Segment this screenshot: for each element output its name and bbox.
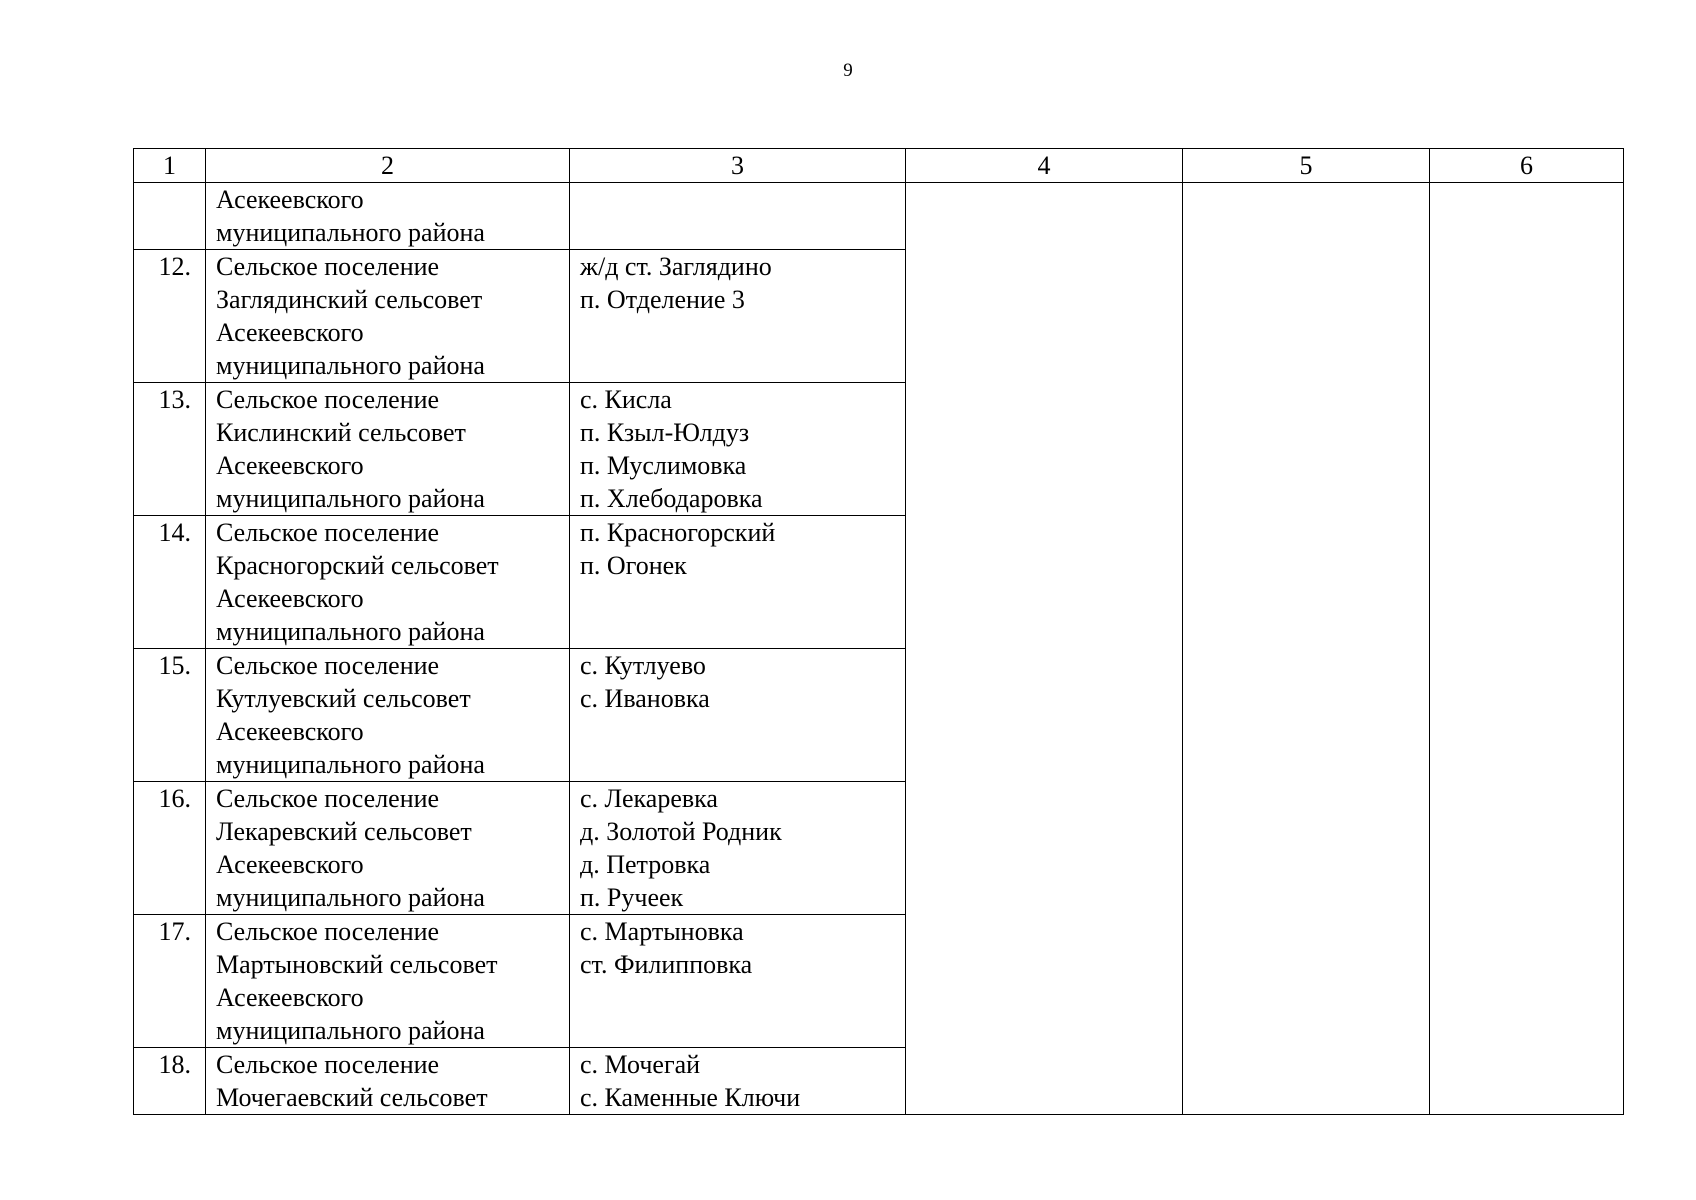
name-line: Сельское поселение (216, 917, 440, 946)
place-line: п. Муслимовка (580, 451, 747, 480)
row-number-cell: 12. (134, 250, 206, 383)
continuation-row (134, 183, 1624, 250)
places-cell (570, 383, 906, 516)
settlement-name-cell (206, 383, 570, 516)
settlement-name-cell (206, 1048, 570, 1115)
row-number-cell (134, 183, 206, 250)
settlement-name-cell (206, 516, 570, 649)
name-line: Асекеевского (216, 584, 364, 613)
name-line: Заглядинский сельсовет (216, 285, 483, 314)
header-row (134, 149, 1624, 183)
column-header: 5 (1183, 149, 1430, 183)
place-line: п. Кзыл-Юлдуз (580, 418, 750, 447)
name-line: Асекеевского (216, 983, 364, 1012)
place-line: п. Красногорский (580, 518, 776, 547)
row-number-cell: 17. (134, 915, 206, 1048)
settlement-name-cell (206, 250, 570, 383)
place-line: с. Мартыновка (580, 917, 744, 946)
name-line: Красногорский сельсовет (216, 551, 499, 580)
settlement-name-cell (206, 183, 570, 250)
page-number: 9 (843, 60, 853, 81)
places-cell (570, 915, 906, 1048)
name-line: Асекеевского (216, 451, 364, 480)
place-line: с. Мочегай (580, 1050, 701, 1079)
name-line: Мочегаевский сельсовет (216, 1083, 488, 1112)
places-cell (570, 1048, 906, 1115)
name-line: Асекеевского (216, 850, 364, 879)
place-line: с. Каменные Ключи (580, 1083, 801, 1112)
column-header: 1 (134, 149, 206, 183)
place-line: п. Хлебодаровка (580, 484, 763, 513)
places-cell (570, 649, 906, 782)
place-line: с. Кисла (580, 385, 672, 414)
name-line: Кутлуевский сельсовет (216, 684, 471, 713)
place-line: с. Кутлуево (580, 651, 706, 680)
name-line: Асекеевского (216, 717, 364, 746)
name-line: Асекеевского (216, 318, 364, 347)
row-number-cell: 18. (134, 1048, 206, 1115)
place-line: с. Ивановка (580, 684, 710, 713)
name-line: муниципального района (216, 351, 485, 380)
name-line: Кислинский сельсовет (216, 418, 466, 447)
place-line: с. Лекаревка (580, 784, 718, 813)
name-line: Сельское поселение (216, 784, 440, 813)
name-line: Сельское поселение (216, 651, 440, 680)
column-6-cell (1430, 183, 1624, 1115)
row-number-cell: 16. (134, 782, 206, 915)
places-cell (570, 183, 906, 250)
column-header: 2 (206, 149, 570, 183)
settlements-table (133, 148, 1624, 1115)
name-line: Лекаревский сельсовет (216, 817, 472, 846)
settlement-name-cell (206, 649, 570, 782)
places-cell (570, 516, 906, 649)
name-line: муниципального района (216, 484, 485, 513)
column-4-cell (906, 183, 1183, 1115)
row-number-cell: 14. (134, 516, 206, 649)
places-cell (570, 250, 906, 383)
place-line: ст. Филипповка (580, 950, 753, 979)
row-number-cell: 15. (134, 649, 206, 782)
table-body (134, 149, 1624, 1115)
column-header: 3 (570, 149, 906, 183)
name-line: Мартыновский сельсовет (216, 950, 498, 979)
place-line: ж/д ст. Заглядино (580, 252, 772, 281)
name-line: муниципального района (216, 1016, 485, 1045)
name-line: Асекеевского (216, 185, 364, 214)
place-line: п. Огонек (580, 551, 687, 580)
place-line: д. Петровка (580, 850, 711, 879)
name-line: муниципального района (216, 750, 485, 779)
name-line: Сельское поселение (216, 1050, 440, 1079)
column-header: 4 (906, 149, 1183, 183)
name-line: муниципального района (216, 218, 485, 247)
column-header: 6 (1430, 149, 1624, 183)
place-line: п. Ручеек (580, 883, 684, 912)
settlement-name-cell (206, 782, 570, 915)
name-line: Сельское поселение (216, 385, 440, 414)
settlement-name-cell (206, 915, 570, 1048)
place-line: п. Отделение 3 (580, 285, 745, 314)
name-line: муниципального района (216, 883, 485, 912)
column-5-cell (1183, 183, 1430, 1115)
place-line: д. Золотой Родник (580, 817, 782, 846)
name-line: Сельское поселение (216, 518, 440, 547)
name-line: муниципального района (216, 617, 485, 646)
places-cell (570, 782, 906, 915)
row-number-cell: 13. (134, 383, 206, 516)
name-line: Сельское поселение (216, 252, 440, 281)
